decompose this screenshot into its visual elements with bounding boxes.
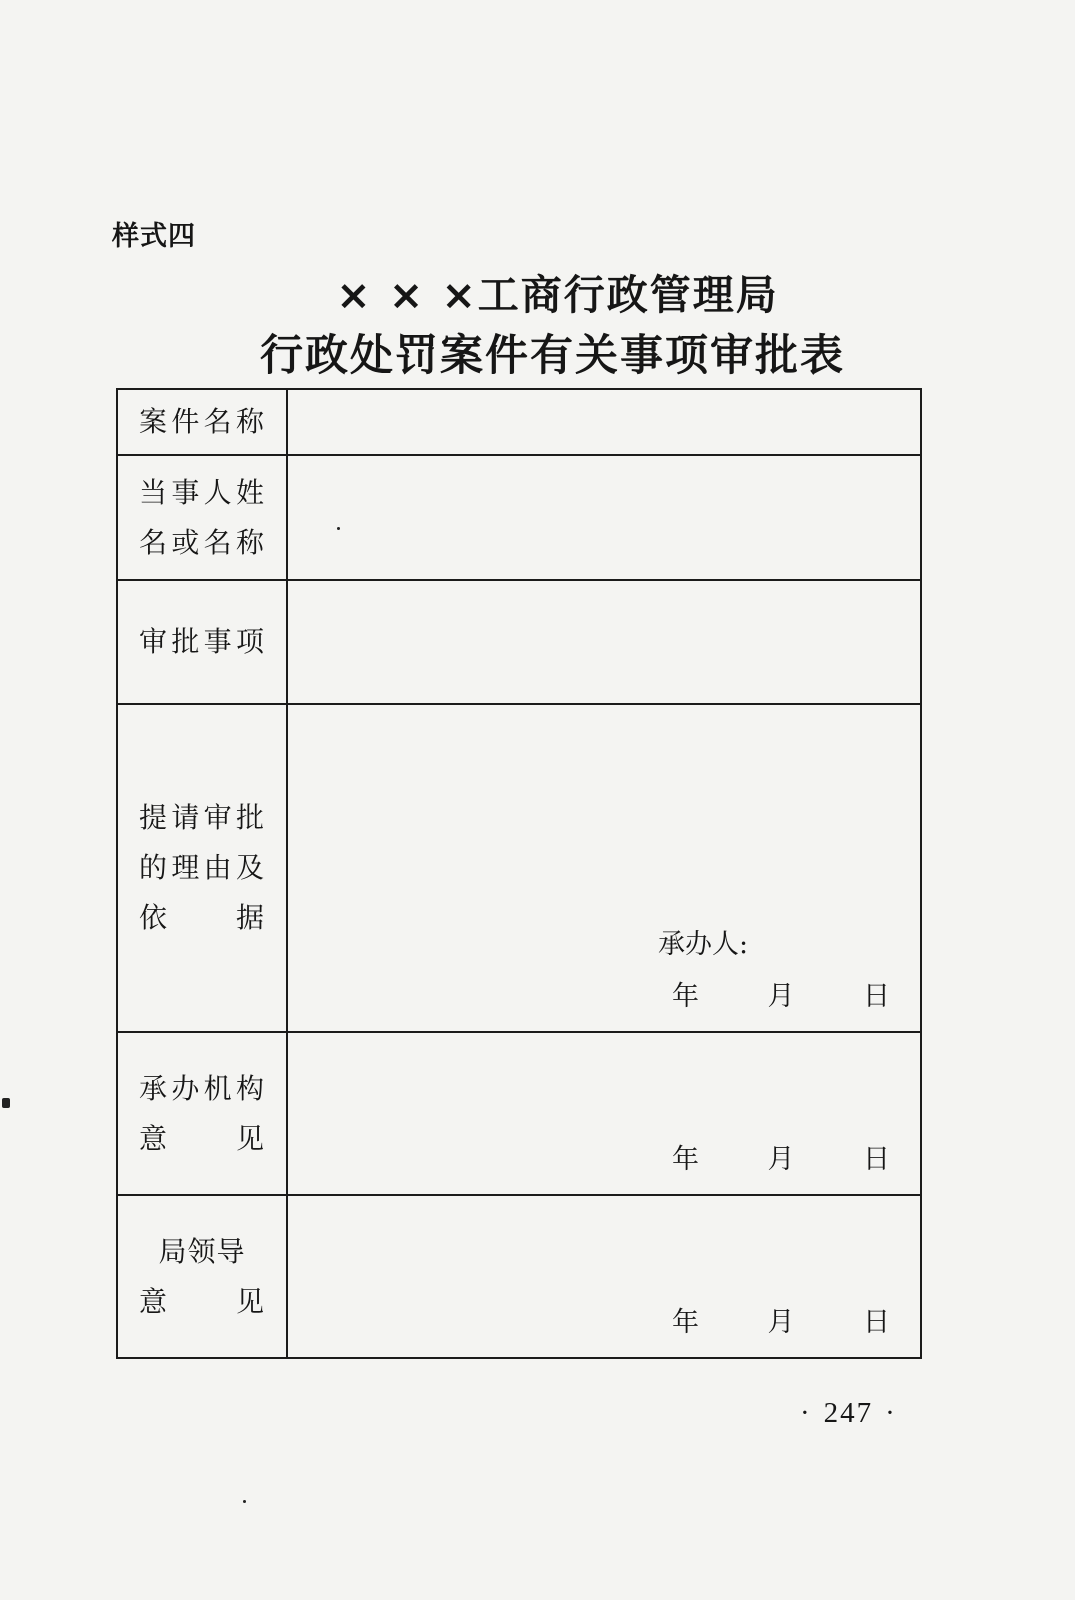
field-leader-opinion[interactable]: [287, 1195, 921, 1358]
label-reason-line2: 的理由及: [139, 851, 265, 884]
date-leader: [672, 1300, 890, 1339]
page-number-dot-right: ·: [885, 1397, 897, 1429]
label-approval-item: 审批事项: [117, 580, 287, 704]
label-dept-line2: 意 见: [139, 1121, 265, 1155]
field-approval-item[interactable]: [287, 580, 921, 704]
label-case-name: 案件名称: [117, 389, 287, 455]
approval-form-table: [116, 388, 922, 1359]
date-year: 年: [672, 1144, 699, 1175]
page-number-value: 247: [823, 1397, 874, 1429]
row-dept-opinion: [117, 1032, 921, 1195]
row-approval-item: [117, 580, 921, 704]
label-leader-line2: 意 见: [139, 1284, 265, 1318]
date-day: 日: [863, 981, 890, 1012]
row-case-name: [117, 389, 921, 455]
row-reason: [117, 704, 921, 1032]
scan-speck: [243, 1500, 246, 1503]
label-reason-line3: 依 据: [139, 901, 265, 934]
field-case-name[interactable]: [287, 389, 921, 455]
field-party[interactable]: [287, 455, 921, 580]
field-dept-opinion[interactable]: [287, 1032, 921, 1195]
label-party: [117, 455, 287, 580]
label-leader-opinion: [117, 1195, 287, 1358]
page-number: [788, 1397, 909, 1430]
label-dept-opinion: [117, 1032, 287, 1195]
style-label: 样式四: [112, 221, 196, 252]
label-dept-line1: 承办机构: [139, 1071, 265, 1105]
scan-speck: [2, 1098, 10, 1108]
date-month: 月: [767, 981, 795, 1012]
date-year: 年: [672, 1307, 699, 1338]
label-party-line2: 名或名称: [139, 525, 265, 559]
date-year: 年: [672, 981, 699, 1012]
date-month: 月: [767, 1144, 795, 1175]
row-leader-opinion: [117, 1195, 921, 1358]
page-number-dot-left: ·: [800, 1397, 812, 1429]
date-month: 月: [767, 1307, 795, 1338]
handler-label: 承办人:: [658, 929, 749, 960]
field-reason[interactable]: [287, 704, 921, 1032]
date-reason: [672, 974, 890, 1013]
label-party-line1: 当事人姓: [139, 475, 265, 509]
date-day: 日: [863, 1144, 890, 1175]
label-reason-line1: 提请审批: [139, 801, 265, 834]
label-reason: [117, 704, 287, 1032]
date-day: 日: [863, 1307, 890, 1338]
date-dept: [672, 1137, 890, 1176]
scan-speck: [337, 527, 340, 530]
row-party: [117, 455, 921, 580]
document-title-form: 行政处罚案件有关事项审批表: [260, 331, 845, 381]
document-title-agency: × × ×工商行政管理局: [336, 271, 779, 319]
label-leader-line1: 局领导: [158, 1234, 246, 1268]
